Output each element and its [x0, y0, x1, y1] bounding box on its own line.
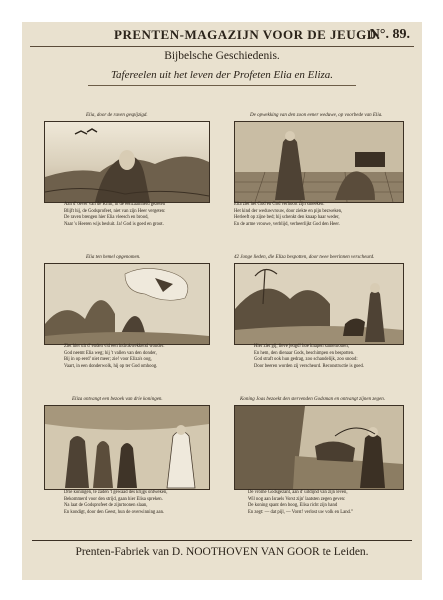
verse-line: Ziet hier uit d' enden vid een indrukwekkend wonder:: [64, 344, 165, 349]
panel-2-illustration: [234, 121, 404, 203]
verse-line: Vaart, in een donderwolk, hij op ter God omhoog.: [64, 363, 158, 369]
panel-5-caption: Eliza ontvangt een bezoek van drie koningen.: [72, 397, 163, 402]
publisher-footer: Prenten-Fabriek van D. NOOTHOVEN VAN GOOR te Leiden.: [75, 546, 369, 558]
verse-line: En hem, den dienaar Gods, beschimpen en bespotten.: [254, 350, 355, 356]
magazine-title: PRENTEN-MAGAZIJN VOOR DE JEUGD.: [114, 27, 381, 42]
header-rule: [30, 46, 414, 47]
panel-5-illustration: [44, 405, 210, 490]
panel-6-verse: [248, 490, 353, 516]
verse-line: Het kind der weduwvrouw, door ziekte en pijn bezweken,: [234, 208, 343, 214]
panel-1-verse: [64, 202, 165, 228]
verse-line: Bekommerd voor den strijd, gaan hier Elisa spreken.: [64, 496, 163, 502]
verse-line: Herleeft op zijne bed; hij schenkt den knaap haar weder,: [234, 215, 340, 221]
panel-5-verse: [64, 490, 167, 516]
panel-1-illustration: [44, 121, 210, 203]
panel-3-caption: Elia ten hemel opgenomen.: [86, 255, 141, 260]
verse-line: En de arme vrouwe, verblijd, verheerlijkt God den Heer.: [234, 221, 340, 227]
panel-3-illustration: [44, 263, 210, 345]
verse-line: Elia ziet het God en God verhoort zijn smeeken:: [234, 202, 325, 207]
verse-line: Wil nog aan Israels Vorst zijn' laatsten zegen geven:: [248, 496, 346, 502]
print-number: N°. 89.: [369, 27, 410, 42]
panel-3-verse: [64, 344, 165, 370]
panel-4-verse: [254, 344, 364, 370]
verse-line: En zegt: — dat pijl, — Vorst! verlost uw volk en Land.”: [248, 509, 354, 515]
print-sheet: [22, 22, 422, 580]
verse-line: De koning spant den boog, Elisa richt zijn hand: [248, 503, 338, 509]
panel-1-caption: Elia, door de raven gespijzigd.: [86, 113, 148, 118]
title-rule: [88, 85, 356, 86]
panel-6-illustration: [234, 405, 404, 490]
subtitle: Bijbelsche Geschiedenis.: [164, 50, 280, 62]
verse-line: Drie koningen, te zaden 't gewaad des krijgs ontweken,: [64, 490, 168, 495]
verse-line: En kondigt, door den Geest, hun de overwinning aan.: [64, 509, 165, 515]
panel-4-illustration: [234, 263, 404, 345]
series-title: Tafereelen uit het leven der Profeten Elia en Eliza.: [110, 69, 334, 81]
verse-line: Na laat de Godsprofeet de zijnrtoonen slaan,: [64, 503, 148, 509]
panel-2-caption: De opwekking van den zoon eener weduwe, op voorbede van Elia.: [250, 113, 383, 118]
verse-line: Aan d' oever van de Krith, in de eenzaamheid gezeten: [64, 202, 166, 207]
panel-4-caption: 42 Jonge lieden, die Eliza bespotten, door twee beerinnen verscheurd.: [234, 255, 375, 260]
verse-line: God straft ook hun gedrag, zoo schandelijk, zoo snood:: [254, 357, 358, 363]
verse-line: Door beeren worden zij verscheurd. Reconstructie is goed.: [254, 363, 364, 369]
verse-line: De vrome Godsgezant, aan d' uitdijnd van zijn leven,: [248, 490, 348, 495]
verse-line: Naar 's Heeren wijs besluit. Ja! God is goed en groot.: [64, 221, 164, 227]
verse-line: Hier ziet gij, lieve jeugd! hoe knapen samenrotten,: [254, 344, 349, 349]
verse-line: God neemt Elia weg; hij 't vallen van den donder,: [64, 350, 157, 356]
verse-line: Bij in op eerd’ niet meer; zie! voor Eliza's oog,: [64, 357, 152, 363]
footer-rule: [32, 540, 412, 541]
verse-line: Blijft hij, de Godsprofeet, niet van zijn Heer vergeten:: [64, 208, 166, 214]
panel-6-caption: Koning Joas bezoekt den stervenden Godsman en ontvangt zijnen zegen.: [240, 397, 385, 402]
verse-line: De raven brengen hier Elia vleesch en brood,: [64, 215, 149, 221]
panel-2-verse: [234, 202, 342, 228]
